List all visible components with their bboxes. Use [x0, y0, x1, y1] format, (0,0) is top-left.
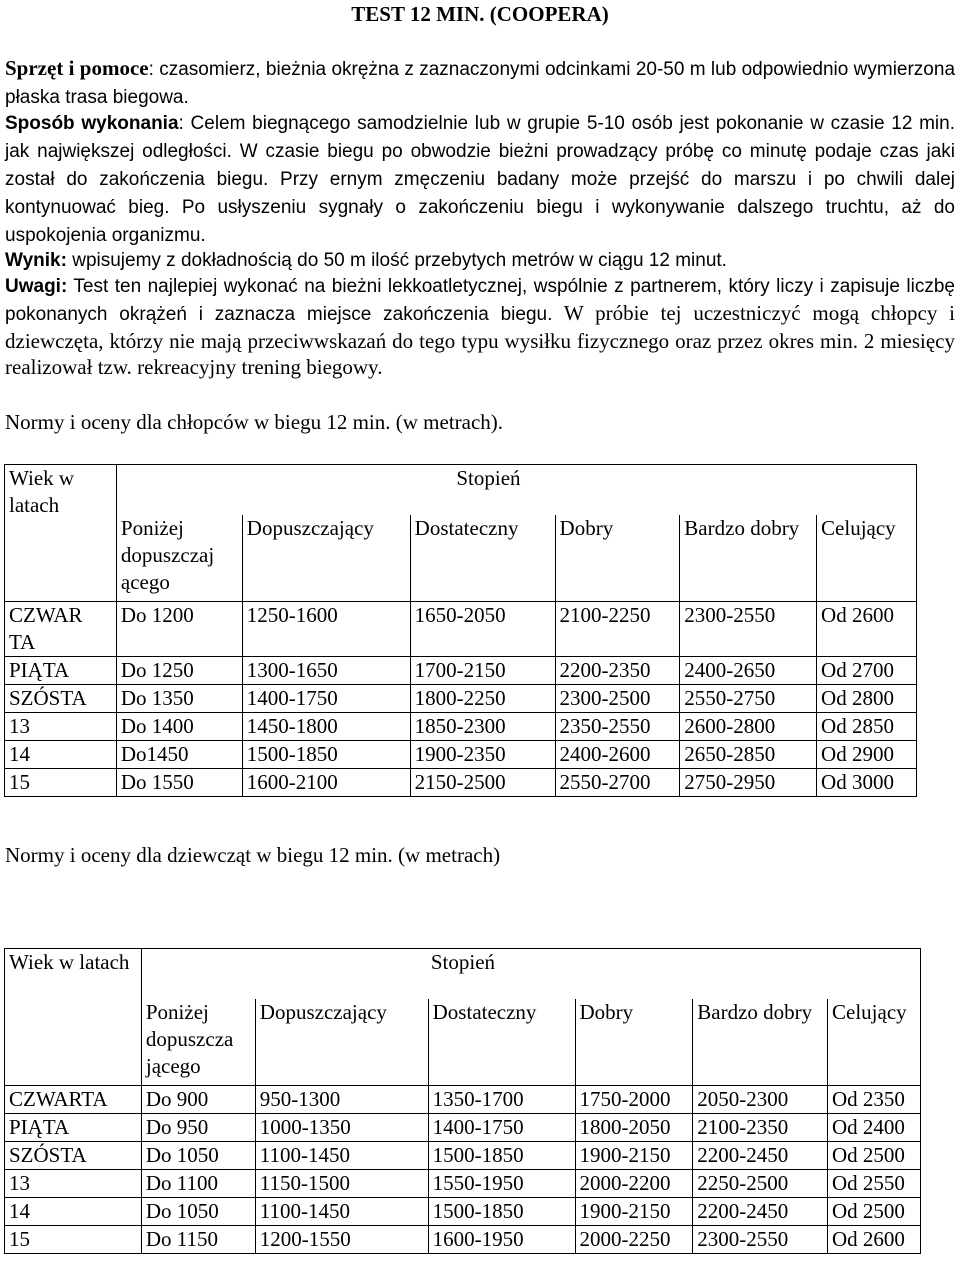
grade-label: Dostateczny [428, 999, 575, 1086]
grades-row [5, 515, 917, 602]
method-paragraph [5, 109, 955, 249]
table-cell: 2400-2650 [680, 657, 817, 685]
table-cell: 1850-2300 [410, 713, 555, 741]
grade-label: Celujący [828, 999, 921, 1086]
table-cell: Od 2600 [828, 1226, 921, 1254]
table-cell: 2100-2350 [693, 1114, 828, 1142]
table-cell: 2250-2500 [693, 1170, 828, 1198]
table-cell: 1200-1550 [255, 1226, 428, 1254]
table-cell: Do 1350 [116, 685, 242, 713]
boys-caption: Normy i oceny dla chłopców w biegu 12 min. (w metrach). [5, 410, 504, 434]
table-cell: 14 [5, 741, 117, 769]
table-cell: 2650-2850 [680, 741, 817, 769]
grade-label: Dobry [575, 999, 693, 1086]
grade-label: Celujący [817, 515, 917, 602]
table-cell: 1550-1950 [428, 1170, 575, 1198]
notes-label: Uwagi: [5, 276, 68, 297]
table-cell: 2300-2500 [555, 685, 680, 713]
table-cell: Od 2900 [817, 741, 917, 769]
grade-label: Dopuszczający [242, 515, 410, 602]
table-cell: 1500-1850 [242, 741, 410, 769]
table-cell: 2150-2500 [410, 769, 555, 797]
notes-text-sans: Test ten najlepiej wykonać na bieżni lekkoatletycznej, wspólnie z partnerem, który liczy i zapisuje liczbę pokonanych okrążeń i zaznacza miejsce zakończenia biegu. [5, 276, 955, 325]
table-row [5, 685, 917, 713]
table-cell: 2100-2250 [555, 602, 680, 657]
table-cell: 13 [5, 1170, 142, 1198]
table-cell: 2000-2250 [575, 1226, 693, 1254]
table-cell: Do 1400 [116, 713, 242, 741]
table-row [5, 1226, 921, 1254]
boys-norms-table [4, 464, 917, 797]
table-cell: Do 950 [141, 1114, 255, 1142]
table-cell: Od 2400 [828, 1114, 921, 1142]
table-cell: 1400-1750 [428, 1114, 575, 1142]
girls-norms-table [4, 948, 921, 1254]
table-cell: 1700-2150 [410, 657, 555, 685]
notes-paragraph [5, 272, 955, 380]
table-cell: 1600-1950 [428, 1226, 575, 1254]
table-cell: Od 2500 [828, 1142, 921, 1170]
notes-text-serif: W próbie tej uczestniczyć mogą chłopcy i dziewczęta, którzy nie mają przeciwwskazań do tego typu wysiłku fizycznego oraz przez okres min. 2 miesięcy realizował tzw. rekreacyjny trening biegowy. [5, 301, 955, 379]
age-header: Wiek w latach [5, 465, 117, 602]
table-cell: 2350-2550 [555, 713, 680, 741]
table-cell: 2200-2350 [555, 657, 680, 685]
table-cell: 2000-2200 [575, 1170, 693, 1198]
age-header: Wiek w latach [5, 949, 142, 1086]
table-row [5, 1142, 921, 1170]
table-row [5, 657, 917, 685]
table-cell: 14 [5, 1198, 142, 1226]
table-cell: 2750-2950 [680, 769, 817, 797]
method-text-1: : Celem biegnącego samodzielnie lub w grupie 5-10 osób jest pokonanie w czasie 12 min. jak największej odległości. [5, 113, 956, 162]
table-cell: Do 1050 [141, 1198, 255, 1226]
table-cell: 2300-2550 [693, 1226, 828, 1254]
table-row [5, 769, 917, 797]
table-cell: 1650-2050 [410, 602, 555, 657]
table-cell: 1400-1750 [242, 685, 410, 713]
table-row [5, 602, 917, 657]
table-cell: CZWARTA [5, 1086, 142, 1114]
table-cell: 2400-2600 [555, 741, 680, 769]
table-cell: 2050-2300 [693, 1086, 828, 1114]
table-cell: 15 [5, 1226, 142, 1254]
table-cell: 15 [5, 769, 117, 797]
equipment-paragraph [5, 55, 955, 111]
table-cell: 1350-1700 [428, 1086, 575, 1114]
table-cell: PIĄTA [5, 657, 117, 685]
table-row [5, 1114, 921, 1142]
table-cell: Od 2550 [828, 1170, 921, 1198]
table-row [5, 741, 917, 769]
grade-header: Stopień [116, 465, 916, 516]
table-cell: 1800-2050 [575, 1114, 693, 1142]
table-cell: 1900-2150 [575, 1142, 693, 1170]
equipment-text: : czasomierz, bieżnia okrężna z zaznaczonymi odcinkami 20-50 m lub odpowiednio wymierzona płaska trasa biegowa. [5, 59, 956, 108]
table-cell: 2200-2450 [693, 1142, 828, 1170]
grade-label: Bardzo dobry [693, 999, 828, 1086]
method-label: Sposób wykonania [5, 113, 179, 134]
grade-header: Stopień [141, 949, 920, 1000]
page-title: TEST 12 MIN. (COOPERA) [351, 2, 609, 26]
table-header-row [5, 949, 921, 1000]
table-cell: 1300-1650 [242, 657, 410, 685]
grade-label: Dobry [555, 515, 680, 602]
table-cell: 2550-2750 [680, 685, 817, 713]
table-cell: Od 2500 [828, 1198, 921, 1226]
table-cell: Do 1050 [141, 1142, 255, 1170]
table-cell: 2300-2550 [680, 602, 817, 657]
girls-caption: Normy i oceny dla dziewcząt w biegu 12 min. (w metrach) [5, 843, 501, 867]
table-cell: 1000-1350 [255, 1114, 428, 1142]
table-row [5, 713, 917, 741]
table-cell: Do 1150 [141, 1226, 255, 1254]
result-paragraph [5, 246, 955, 274]
table-cell: 1100-1450 [255, 1142, 428, 1170]
table-cell: 1900-2150 [575, 1198, 693, 1226]
table-row [5, 1198, 921, 1226]
table-cell: 950-1300 [255, 1086, 428, 1114]
table-cell: CZWAR TA [5, 602, 117, 657]
grade-label: Poniżej dopuszczaj ącego [116, 515, 242, 602]
grade-label: Dostateczny [410, 515, 555, 602]
grade-label: Poniżej dopuszcza jącego [141, 999, 255, 1086]
table-cell: Do 1250 [116, 657, 242, 685]
table-cell: PIĄTA [5, 1114, 142, 1142]
table-cell: 2600-2800 [680, 713, 817, 741]
table-cell: 13 [5, 713, 117, 741]
table-cell: 1500-1850 [428, 1142, 575, 1170]
table-cell: Do 1100 [141, 1170, 255, 1198]
table-header-row [5, 465, 917, 516]
table-cell: Od 2800 [817, 685, 917, 713]
table-cell: 2550-2700 [555, 769, 680, 797]
table-cell: 1100-1450 [255, 1198, 428, 1226]
table-cell: Do 1550 [116, 769, 242, 797]
grades-row [5, 999, 921, 1086]
method-text-2: W czasie biegu po obwodzie bieżni prowadzący próbę co minutę podaje czas jaki został do zakończenia biegu. Przy ernym zmęczeniu badany może przejść do marszu i po chwili dalej kontynuować bieg. Po usłyszeniu sygnały o zakończeniu biegu i wykonywanie dalszego truchtu, aż do uspokojenia organizmu. [5, 141, 955, 246]
table-cell: 1250-1600 [242, 602, 410, 657]
equipment-label: Sprzęt i pomoce [5, 56, 149, 80]
table-cell: 1150-1500 [255, 1170, 428, 1198]
table-cell: 1600-2100 [242, 769, 410, 797]
table-cell: Do 1200 [116, 602, 242, 657]
table-cell: Od 2350 [828, 1086, 921, 1114]
table-cell: Od 2850 [817, 713, 917, 741]
table-cell: 1500-1850 [428, 1198, 575, 1226]
grade-label: Dopuszczający [255, 999, 428, 1086]
table-cell: SZÓSTA [5, 685, 117, 713]
grade-label: Bardzo dobry [680, 515, 817, 602]
table-cell: 1750-2000 [575, 1086, 693, 1114]
table-cell: SZÓSTA [5, 1142, 142, 1170]
table-cell: 1450-1800 [242, 713, 410, 741]
result-label: Wynik: [5, 250, 67, 271]
table-cell: Od 2600 [817, 602, 917, 657]
table-cell: Od 2700 [817, 657, 917, 685]
table-cell: 1900-2350 [410, 741, 555, 769]
table-cell: 1800-2250 [410, 685, 555, 713]
table-cell: 2200-2450 [693, 1198, 828, 1226]
table-cell: Do 900 [141, 1086, 255, 1114]
table-row [5, 1170, 921, 1198]
table-cell: Od 3000 [817, 769, 917, 797]
table-row [5, 1086, 921, 1114]
result-text: wpisujemy z dokładnością do 50 m ilość przebytych metrów w ciągu 12 minut. [66, 250, 727, 271]
table-cell: Do1450 [116, 741, 242, 769]
